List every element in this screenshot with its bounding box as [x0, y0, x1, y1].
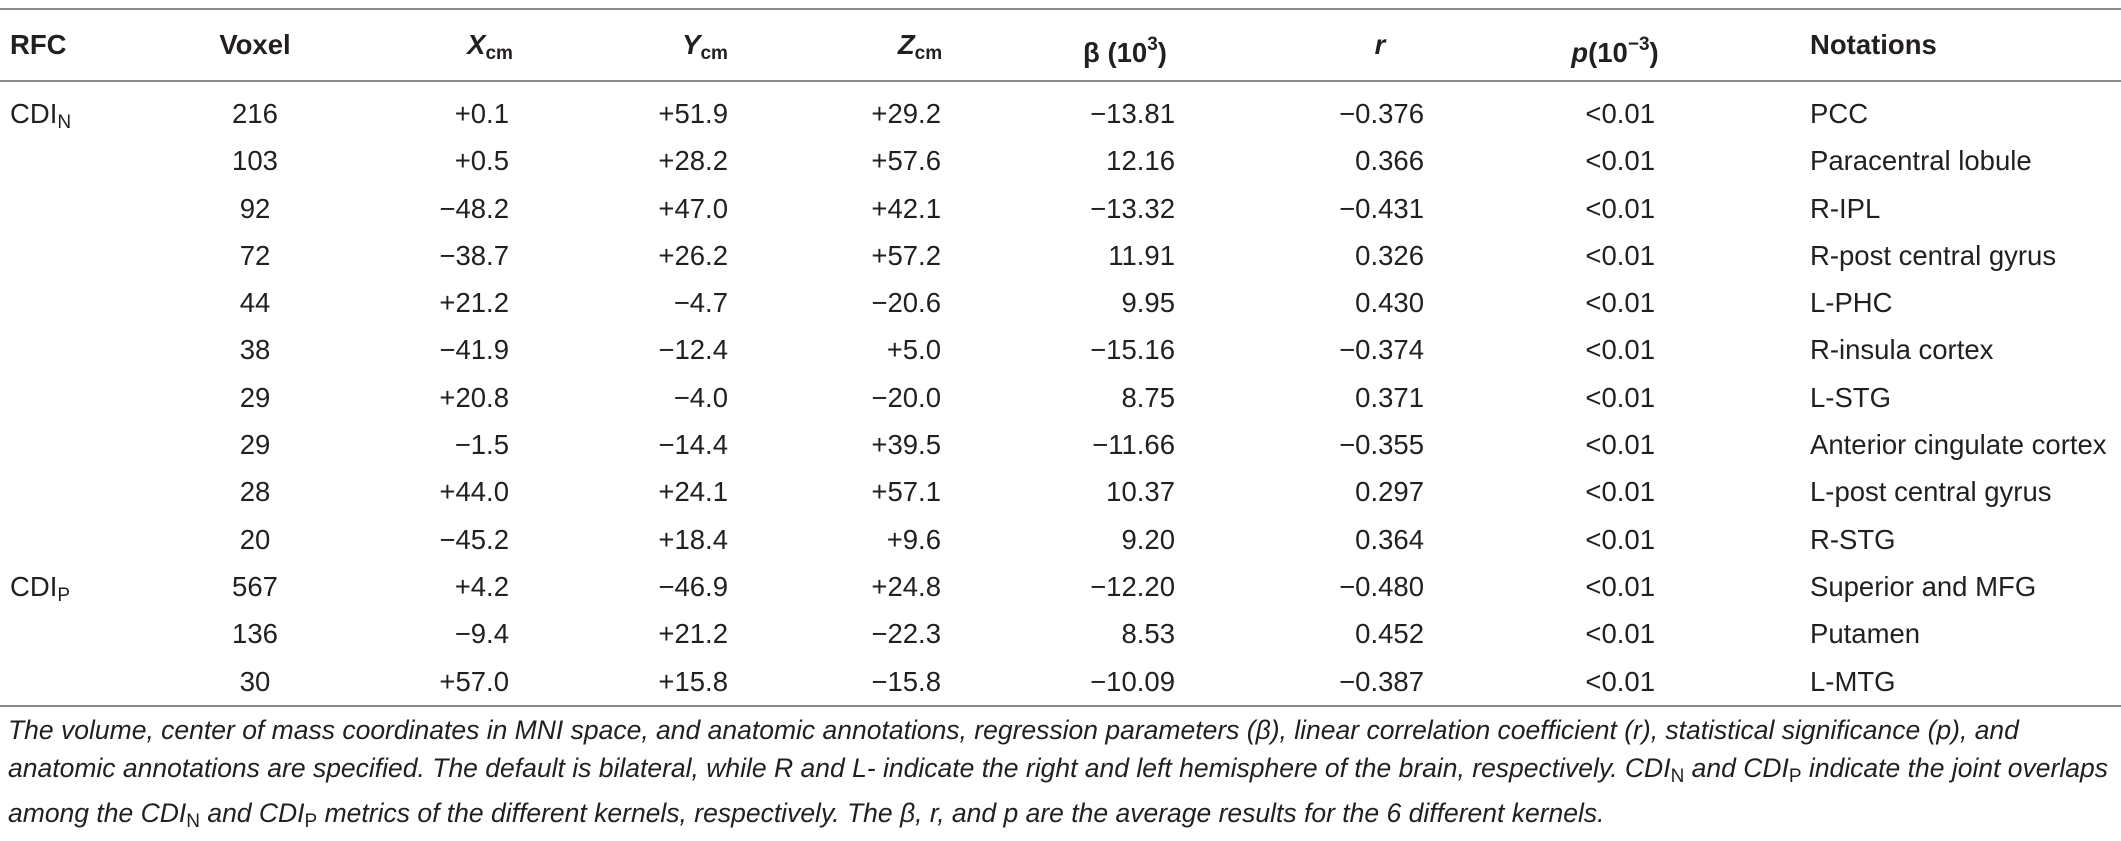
notation-cell: Putamen	[1810, 618, 1921, 650]
y-cm-cell: +51.9	[658, 98, 728, 129]
y-cm-cell: +28.2	[658, 145, 728, 177]
y-cm-cell: −4.0	[673, 381, 728, 413]
z-cm-cell: +29.2	[871, 98, 941, 129]
table-body	[0, 90, 2121, 705]
y-cm-cell: +24.1	[658, 476, 728, 508]
r-cell: 0.452	[1355, 618, 1424, 650]
p-cell: <0.01	[1585, 476, 1655, 508]
table-row	[0, 374, 2121, 421]
z-cm-cell: +24.8	[871, 570, 941, 602]
r-cell: −0.387	[1339, 665, 1424, 697]
beta-cell: −12.20	[1090, 570, 1175, 602]
x-cm-cell: −38.7	[439, 239, 509, 271]
header-notations: Notations	[1810, 29, 1937, 60]
notation-cell: L-PHC	[1810, 287, 1893, 319]
p-cell: <0.01	[1585, 334, 1655, 366]
z-cm-cell: +5.0	[886, 334, 941, 366]
r-cell: −0.431	[1339, 192, 1424, 224]
x-cm-cell: +21.2	[439, 287, 509, 319]
beta-cell: 12.16	[1106, 145, 1175, 177]
voxel-cell: 30	[239, 665, 271, 697]
notation-cell: L-STG	[1810, 381, 1891, 413]
header-r: r	[1374, 29, 1386, 60]
voxel-cell: 20	[239, 523, 271, 555]
z-cm-cell: +39.5	[871, 429, 941, 461]
table-row	[0, 90, 2121, 137]
table-bottom-rule	[0, 705, 2121, 707]
table-row	[0, 137, 2121, 184]
r-cell: 0.326	[1355, 239, 1424, 271]
z-cm-cell: +57.1	[871, 476, 941, 508]
header-x-cm: $X_{cm}$	[467, 29, 513, 64]
voxel-cell: 567	[232, 570, 278, 602]
r-cell: 0.364	[1355, 523, 1424, 555]
notation-cell: Superior and MFG	[1810, 570, 2037, 602]
table-header	[0, 10, 2121, 80]
table-row	[0, 563, 2121, 610]
r-cell: −0.374	[1339, 334, 1424, 366]
beta-cell: −15.16	[1090, 334, 1175, 366]
x-cm-cell: −9.4	[454, 618, 509, 650]
table-row	[0, 516, 2121, 563]
header-beta: β $(10^3)$	[1083, 34, 1167, 68]
voxel-cell: 72	[239, 239, 271, 271]
p-cell: <0.01	[1585, 381, 1655, 413]
beta-cell: 9.95	[1121, 287, 1175, 319]
beta-cell: −13.32	[1090, 192, 1175, 224]
z-cm-cell: +9.6	[886, 523, 941, 555]
z-cm-cell: +57.6	[871, 145, 941, 177]
z-cm-cell: −15.8	[871, 665, 941, 697]
r-cell: −0.480	[1339, 570, 1424, 602]
x-cm-cell: +57.0	[439, 665, 509, 697]
x-cm-cell: −41.9	[439, 334, 509, 366]
p-cell: <0.01	[1585, 239, 1655, 271]
table-row	[0, 326, 2121, 373]
voxel-cell: 28	[239, 476, 271, 508]
table-row	[0, 610, 2121, 657]
y-cm-cell: +26.2	[658, 239, 728, 271]
voxel-cell: 38	[239, 334, 271, 366]
p-cell: <0.01	[1585, 618, 1655, 650]
table-footnote: The volume, center of mass coordinates in MNI space, and anatomic annotations, regression parameters (β), linear correlation coefficient (r), statistical significance (p), and anatomic annotations are specified. The default is bilateral, while R and L- indicate the right and left hemisphere of the brain, respectively. $CDI_N$ and $CDI_P$ indicate the joint overlaps among the $CDI_N$ and $CDI_P$ metrics of the different kernels, respectively. The β, r, and p are the average results for the 6 different kernels.	[8, 715, 2108, 832]
table-row	[0, 421, 2121, 468]
r-cell: −0.376	[1339, 98, 1424, 129]
voxel-cell: 29	[239, 381, 271, 413]
beta-cell: −13.81	[1090, 98, 1175, 129]
p-cell: <0.01	[1585, 287, 1655, 319]
voxel-cell: 216	[232, 98, 278, 129]
p-cell: <0.01	[1585, 665, 1655, 697]
y-cm-cell: +15.8	[658, 665, 728, 697]
beta-cell: 8.53	[1121, 618, 1175, 650]
z-cm-cell: −22.3	[871, 618, 941, 650]
x-cm-cell: +44.0	[439, 476, 509, 508]
voxel-cell: 29	[239, 429, 271, 461]
notation-cell: Paracentral lobule	[1810, 145, 2032, 177]
notation-cell: R-IPL	[1810, 192, 1881, 224]
voxel-cell: 136	[232, 618, 278, 650]
p-cell: <0.01	[1585, 192, 1655, 224]
beta-cell: −10.09	[1090, 665, 1175, 697]
x-cm-cell: +0.5	[454, 145, 509, 177]
z-cm-cell: −20.6	[871, 287, 941, 319]
beta-cell: 9.20	[1121, 523, 1175, 555]
x-cm-cell: −48.2	[439, 192, 509, 224]
table-row	[0, 185, 2121, 232]
header-p: $p(10^{-3})$	[1571, 34, 1659, 68]
voxel-cell: 103	[232, 145, 278, 177]
notation-cell: PCC	[1810, 98, 1869, 129]
notation-cell: R-STG	[1810, 523, 1896, 555]
y-cm-cell: +18.4	[658, 523, 728, 555]
table-row	[0, 279, 2121, 326]
x-cm-cell: −1.5	[454, 429, 509, 461]
header-z-cm: $Z_{cm}$	[897, 29, 943, 64]
notation-cell: R-insula cortex	[1810, 334, 1994, 366]
voxel-cell: 44	[239, 287, 271, 319]
header-y-cm: $Y_{cm}$	[682, 29, 728, 64]
table-row	[0, 658, 2121, 705]
y-cm-cell: −4.7	[673, 287, 728, 319]
rfc-group-label: $CDI_P$	[10, 570, 71, 606]
x-cm-cell: +4.2	[454, 570, 509, 602]
table-row	[0, 468, 2121, 515]
r-cell: 0.297	[1355, 476, 1424, 508]
x-cm-cell: +20.8	[439, 381, 509, 413]
p-cell: <0.01	[1585, 98, 1655, 129]
r-cell: 0.430	[1355, 287, 1424, 319]
z-cm-cell: +57.2	[871, 239, 941, 271]
y-cm-cell: −46.9	[658, 570, 728, 602]
notation-cell: R-post central gyrus	[1810, 239, 2057, 271]
y-cm-cell: −14.4	[658, 429, 728, 461]
rfc-group-label: $CDI_N$	[10, 98, 72, 133]
r-cell: −0.355	[1339, 429, 1424, 461]
table-row	[0, 232, 2121, 279]
p-cell: <0.01	[1585, 570, 1655, 602]
z-cm-cell: +42.1	[871, 192, 941, 224]
notation-cell: L-post central gyrus	[1810, 476, 2052, 508]
p-cell: <0.01	[1585, 429, 1655, 461]
p-cell: <0.01	[1585, 523, 1655, 555]
x-cm-cell: +0.1	[454, 98, 509, 129]
z-cm-cell: −20.0	[871, 381, 941, 413]
beta-cell: −11.66	[1092, 429, 1175, 461]
p-cell: <0.01	[1585, 145, 1655, 177]
y-cm-cell: +21.2	[658, 618, 728, 650]
x-cm-cell: −45.2	[439, 523, 509, 555]
voxel-cell: 92	[239, 192, 271, 224]
y-cm-cell: +47.0	[658, 192, 728, 224]
notation-cell: Anterior cingulate cortex	[1810, 429, 2107, 461]
notation-cell: L-MTG	[1810, 665, 1896, 697]
beta-cell: 8.75	[1121, 381, 1175, 413]
beta-cell: 11.91	[1108, 239, 1175, 271]
beta-cell: 10.37	[1106, 476, 1175, 508]
header-voxel: Voxel	[219, 29, 291, 60]
r-cell: 0.371	[1355, 381, 1424, 413]
r-cell: 0.366	[1355, 145, 1424, 177]
table-header-rule	[0, 80, 2121, 82]
y-cm-cell: −12.4	[658, 334, 728, 366]
header-rfc: RFC	[10, 29, 67, 60]
